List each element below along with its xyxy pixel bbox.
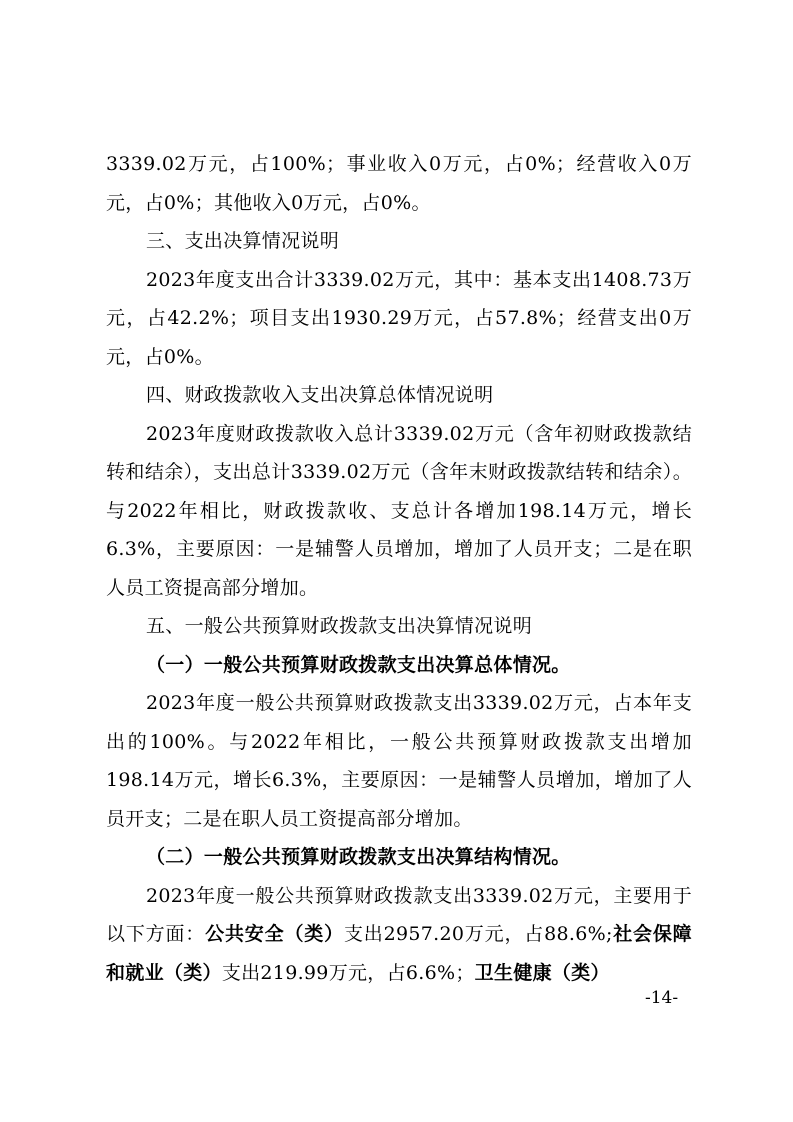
paragraph-fiscal-allocation: 2023年度财政拨款收入总计3339.02万元（含年初财政拨款结转和结余），支出总计3339.02万元（含年末财政拨款结转和结余）。与2022年相比，财政拨款收、支总计各增加198.14万元，增长6.3%，主要原因：一是辅警人员增加，增加了人员开支；二是在职人员工资提高部分增加。 <box>106 422 692 599</box>
section-heading-fiscal-allocation: 四、财政拨款收入支出决算总体情况说明 <box>146 384 494 406</box>
paragraph-income-continuation: 3339.02万元，占100%；事业收入0万元，占0%；经营收入0万元，占0%；其他收入0万元，占0%。 <box>106 153 692 214</box>
category-social-security: 社会保障和就业（类） <box>106 923 692 984</box>
paragraph-expenditure: 2023年度支出合计3339.02万元，其中：基本支出1408.73万元，占42.2%；项目支出1930.29万元，占57.8%；经营支出0万元，占0%。 <box>106 268 692 368</box>
category-public-security: 公共安全（类） <box>205 923 344 945</box>
paragraph-overall: 2023年度一般公共预算财政拨款支出3339.02万元，占本年支出的100%。与2022年相比，一般公共预算财政拨款支出增加198.14万元，增长6.3%，主要原因：一是辅警人员增加，增加了人员开支；二是在职人员工资提高部分增加。 <box>106 692 692 830</box>
category-public-security-text: 支出2957.20万元，占88.6%; <box>343 923 613 945</box>
structure-intro: 2023年度一般公共预算财政拨款支出3339.02万元，主要用于以下方面： <box>106 884 692 945</box>
document-body <box>106 145 692 992</box>
category-health: 卫生健康（类） <box>474 961 610 984</box>
section-heading-general-budget: 五、一般公共预算财政拨款支出决算情况说明 <box>146 615 533 637</box>
subheading-overall: （一）一般公共预算财政拨款支出决算总体情况。 <box>146 653 571 676</box>
page-number: -14- <box>645 988 679 1008</box>
paragraph-structure <box>106 877 692 993</box>
category-social-security-text: 支出219.99万元，占6.6%； <box>221 961 475 984</box>
subheading-structure: （二）一般公共预算财政拨款支出决算结构情况。 <box>146 846 571 868</box>
section-heading-expenditure: 三、支出决算情况说明 <box>146 230 340 252</box>
